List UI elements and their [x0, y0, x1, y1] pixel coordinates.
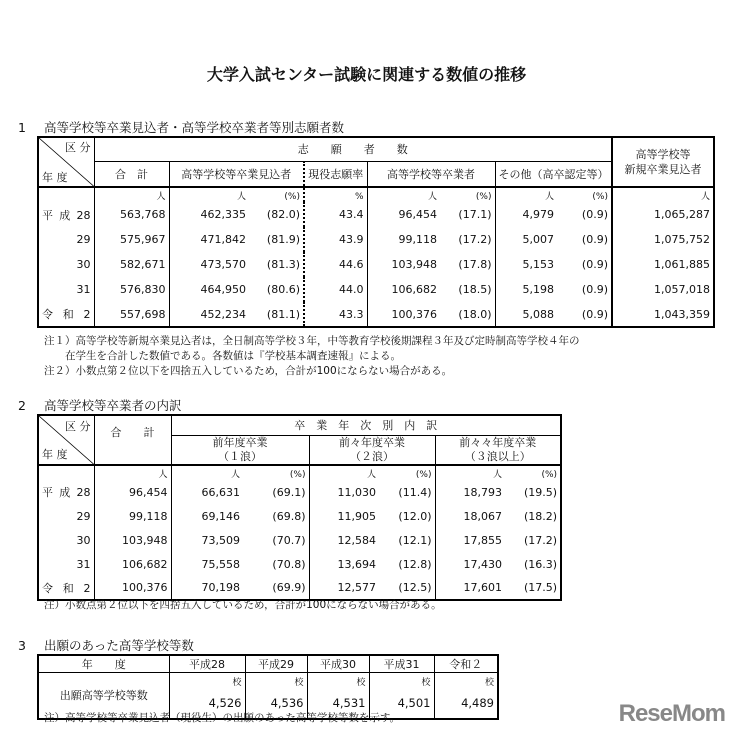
cell-exp: 452,234	[200, 307, 246, 321]
cell-grad: 100,376	[391, 307, 437, 321]
cell-total: 103,948	[94, 528, 171, 552]
cell-b: 12,584	[337, 533, 376, 547]
cell-ap: (70.7)	[243, 528, 309, 552]
header-corner	[38, 137, 94, 187]
cell-year: 30	[38, 528, 94, 552]
cell-exp_pct: (81.9)	[249, 227, 304, 252]
table-row	[38, 552, 561, 576]
cell-exp_pct: (80.6)	[249, 277, 304, 302]
header-graduates: 高等学校等卒業者	[367, 161, 495, 187]
units-row	[38, 187, 714, 202]
cell-total: 575,967	[94, 227, 169, 252]
unit-label: 校	[232, 678, 242, 688]
school-count-value: 4,536	[270, 696, 304, 710]
header-other: その他（高卒認定等）	[495, 161, 612, 187]
cell-total: 576,830	[94, 277, 169, 302]
cell-total: 557,698	[94, 302, 169, 327]
cell-grad: 96,454	[398, 208, 437, 221]
cell-bp: (12.0)	[379, 504, 435, 528]
section-number: 3	[18, 638, 26, 653]
cell-ap: (70.8)	[243, 552, 309, 576]
cell-bp: (12.8)	[379, 552, 435, 576]
cell-b: 11,905	[337, 509, 376, 523]
cell-other_pct: (0.9)	[581, 258, 608, 271]
table-row	[38, 302, 714, 327]
cell-c: 18,067	[463, 509, 502, 523]
cell-grad: 103,948	[391, 258, 437, 271]
cell-rate: 43.9	[304, 227, 367, 252]
unit-label: 人	[230, 470, 240, 480]
school-count-value: 4,489	[461, 696, 494, 710]
header-sublabel: （２浪）	[350, 449, 394, 463]
cell-a: 70,198	[201, 581, 240, 594]
header-total: 合 計	[94, 161, 169, 187]
cell-rate: 43.4	[304, 202, 367, 227]
cell-new: 1,075,752	[612, 227, 714, 252]
unit-label	[38, 187, 94, 202]
cell-grad_pct: (18.5)	[440, 277, 495, 302]
cell-total: 96,454	[94, 480, 171, 504]
cell-year: 29	[38, 504, 94, 528]
cell-total: 582,671	[94, 252, 169, 277]
resemom-logo: ReseMom	[618, 700, 725, 727]
unit-label: 校	[421, 678, 431, 688]
table-row	[38, 528, 561, 552]
cell-rate: 44.6	[304, 252, 367, 277]
unit-label: 校	[484, 678, 494, 688]
unit-label: (%)	[249, 187, 304, 202]
table-row	[38, 227, 714, 252]
unit-label: 人	[612, 187, 714, 202]
header-sublabel: （３浪以上）	[464, 449, 531, 463]
unit-label: (%)	[243, 465, 309, 480]
year-header: 平成31	[369, 655, 434, 673]
unit-label: 人	[544, 192, 554, 202]
school-count-value: 4,501	[397, 696, 431, 710]
unit-label: 校	[294, 678, 304, 688]
cell-grad: 106,682	[391, 283, 437, 296]
header-label: 前々々年度卒業	[459, 435, 537, 449]
cell-rate: 44.0	[304, 277, 367, 302]
cell-exp: 471,842	[200, 233, 246, 246]
cell-other: 5,153	[522, 258, 554, 271]
unit-label: (%)	[379, 465, 435, 480]
header-kubun: 区 分	[65, 141, 91, 154]
cell-year: 31	[38, 552, 94, 576]
header-sublabel: （１浪）	[218, 449, 262, 463]
cell-total: 563,768	[94, 202, 169, 227]
unit-label: 人	[94, 465, 171, 480]
applicants-table	[37, 136, 715, 328]
unit-label: 人	[492, 470, 502, 480]
cell-grad: 99,118	[398, 233, 437, 246]
cell-year: 平 成 28	[38, 480, 94, 504]
cell-cp: (17.5)	[523, 581, 558, 594]
cell-year: 令 和 2	[38, 302, 94, 327]
header-applicants: 志 願 者 数	[94, 137, 612, 161]
section-2-heading	[18, 396, 182, 414]
section-2-note: 注）小数点第２位以下を四捨五入しているため，合計が100にならない場合がある。	[44, 599, 442, 611]
table-row	[38, 576, 561, 600]
unit-label: (%)	[592, 192, 608, 202]
cell-grad_pct: (17.1)	[440, 202, 495, 227]
table-row	[38, 504, 561, 528]
header-rate: 現役志願率	[304, 161, 367, 187]
cell-grad_pct: (18.0)	[440, 302, 495, 327]
cell-a: 73,509	[201, 533, 240, 547]
cell-c: 17,855	[463, 533, 502, 547]
cell-other_pct: (0.9)	[581, 208, 608, 221]
header-nendo: 年 度	[38, 655, 169, 673]
section-1-heading	[18, 118, 344, 136]
cell-c: 17,430	[463, 557, 502, 571]
header-expected: 高等学校等卒業見込者	[169, 161, 304, 187]
cell-ap: (69.9)	[243, 576, 309, 600]
unit-label	[38, 465, 94, 480]
header-1-ronin	[171, 435, 309, 465]
cell-exp_pct: (82.0)	[249, 202, 304, 227]
table-row	[38, 202, 714, 227]
cell-b: 11,030	[337, 485, 376, 499]
cell-year: 令 和 2	[38, 576, 94, 600]
cell-other_pct: (0.9)	[581, 233, 608, 246]
cell-cp: (16.3)	[523, 557, 558, 571]
cell-bp: (12.1)	[379, 528, 435, 552]
unit-label: %	[304, 187, 367, 202]
cell-other_pct: (0.9)	[581, 307, 608, 321]
header-kubun: 区 分	[65, 420, 91, 433]
cell-other_pct: (0.9)	[581, 283, 608, 296]
cell-year: 29	[38, 227, 94, 252]
cell-exp: 473,570	[200, 258, 246, 271]
cell-total: 106,682	[94, 552, 171, 576]
year-header: 令和２	[434, 655, 498, 673]
unit-label: (%)	[440, 187, 495, 202]
cell-c: 18,793	[463, 485, 502, 499]
cell-a: 75,558	[201, 557, 240, 571]
unit-label: 人	[94, 187, 169, 202]
cell-b: 12,577	[337, 581, 376, 594]
cell-grad_pct: (17.2)	[440, 227, 495, 252]
cell-new: 1,061,885	[612, 252, 714, 277]
page-title: 大学入試センター試験に関連する数値の推移	[206, 65, 527, 84]
row-label: 出願高等学校等数	[38, 673, 169, 719]
header-corner	[38, 415, 94, 465]
cell-cp: (19.5)	[523, 485, 558, 499]
school-count-value: 4,526	[208, 696, 242, 710]
note-1: 注１）高等学校等新規卒業見込者は，全日制高等学校３年，中等教育学校後期課程３年及び定時制高等学校４年の	[44, 335, 580, 347]
cell-other: 5,007	[522, 233, 554, 246]
table-row	[38, 277, 714, 302]
cell-grad_pct: (17.8)	[440, 252, 495, 277]
section-title: 高等学校等卒業者の内訳	[44, 398, 182, 413]
header-3-ronin	[435, 435, 561, 465]
school-count-value: 4,531	[332, 696, 366, 710]
header-breakdown: 卒 業 年 次 別 内 訳	[171, 415, 561, 435]
cell-other: 4,979	[522, 208, 554, 221]
cell-a: 69,146	[201, 509, 240, 523]
cell-c: 17,601	[463, 581, 502, 594]
units-row	[38, 465, 561, 480]
header-total: 合 計	[94, 415, 171, 465]
header-new-expected: 高等学校等 新規卒業見込者	[612, 137, 714, 187]
cell-a: 66,631	[201, 485, 240, 499]
cell-other: 5,088	[522, 307, 554, 321]
note-1-cont: 在学生を合計した数値である。各数値は『学校基本調査速報』による。	[44, 350, 401, 362]
cell-exp: 462,335	[200, 208, 246, 221]
cell-exp: 464,950	[200, 283, 246, 296]
header-2-ronin	[309, 435, 435, 465]
cell-new: 1,065,287	[612, 202, 714, 227]
cell-new: 1,057,018	[612, 277, 714, 302]
section-title: 出願のあった高等学校等数	[44, 638, 194, 653]
unit-label: 校	[356, 678, 366, 688]
cell-year: 31	[38, 277, 94, 302]
school-count-cell	[434, 673, 498, 719]
section-3-heading	[18, 636, 194, 654]
unit-label: 人	[236, 192, 246, 202]
cell-year: 30	[38, 252, 94, 277]
cell-total: 100,376	[94, 576, 171, 600]
year-header: 平成30	[307, 655, 369, 673]
table-row	[38, 480, 561, 504]
section-1-notes	[44, 334, 580, 379]
cell-exp_pct: (81.3)	[249, 252, 304, 277]
section-number: 2	[18, 398, 26, 413]
schools-table	[37, 654, 499, 720]
header-nendo: 年 度	[42, 448, 68, 461]
cell-cp: (18.2)	[523, 509, 558, 523]
cell-ap: (69.1)	[243, 480, 309, 504]
year-header: 平成28	[169, 655, 245, 673]
section-number: 1	[18, 120, 26, 135]
cell-exp_pct: (81.1)	[249, 302, 304, 327]
cell-other: 5,198	[522, 283, 554, 296]
cell-bp: (12.5)	[379, 576, 435, 600]
cell-year: 平 成 28	[38, 202, 94, 227]
header-label: 前々年度卒業	[339, 435, 405, 449]
cell-total: 99,118	[94, 504, 171, 528]
section-title: 高等学校等卒業見込者・高等学校卒業者等別志願者数	[44, 120, 345, 135]
cell-new: 1,043,359	[612, 302, 714, 327]
cell-bp: (11.4)	[379, 480, 435, 504]
table-row	[38, 252, 714, 277]
cell-ap: (69.8)	[243, 504, 309, 528]
year-header: 平成29	[245, 655, 307, 673]
header-label: 前年度卒業	[212, 435, 268, 449]
unit-label: (%)	[541, 470, 558, 480]
cell-b: 13,694	[337, 557, 376, 571]
cell-cp: (17.2)	[523, 533, 558, 547]
header-nendo: 年 度	[42, 171, 68, 184]
unit-label: 人	[366, 470, 376, 480]
graduates-breakdown-table	[37, 414, 562, 601]
cell-rate: 43.3	[304, 302, 367, 327]
note-2: 注２）小数点第２位以下を四捨五入しているため，合計が100にならない場合がある。	[44, 365, 453, 377]
unit-label: 人	[427, 192, 437, 202]
section-3-note: 注）高等学校等卒業見込者（現役生）の出願のあった高等学校等数を示す。	[44, 712, 401, 724]
